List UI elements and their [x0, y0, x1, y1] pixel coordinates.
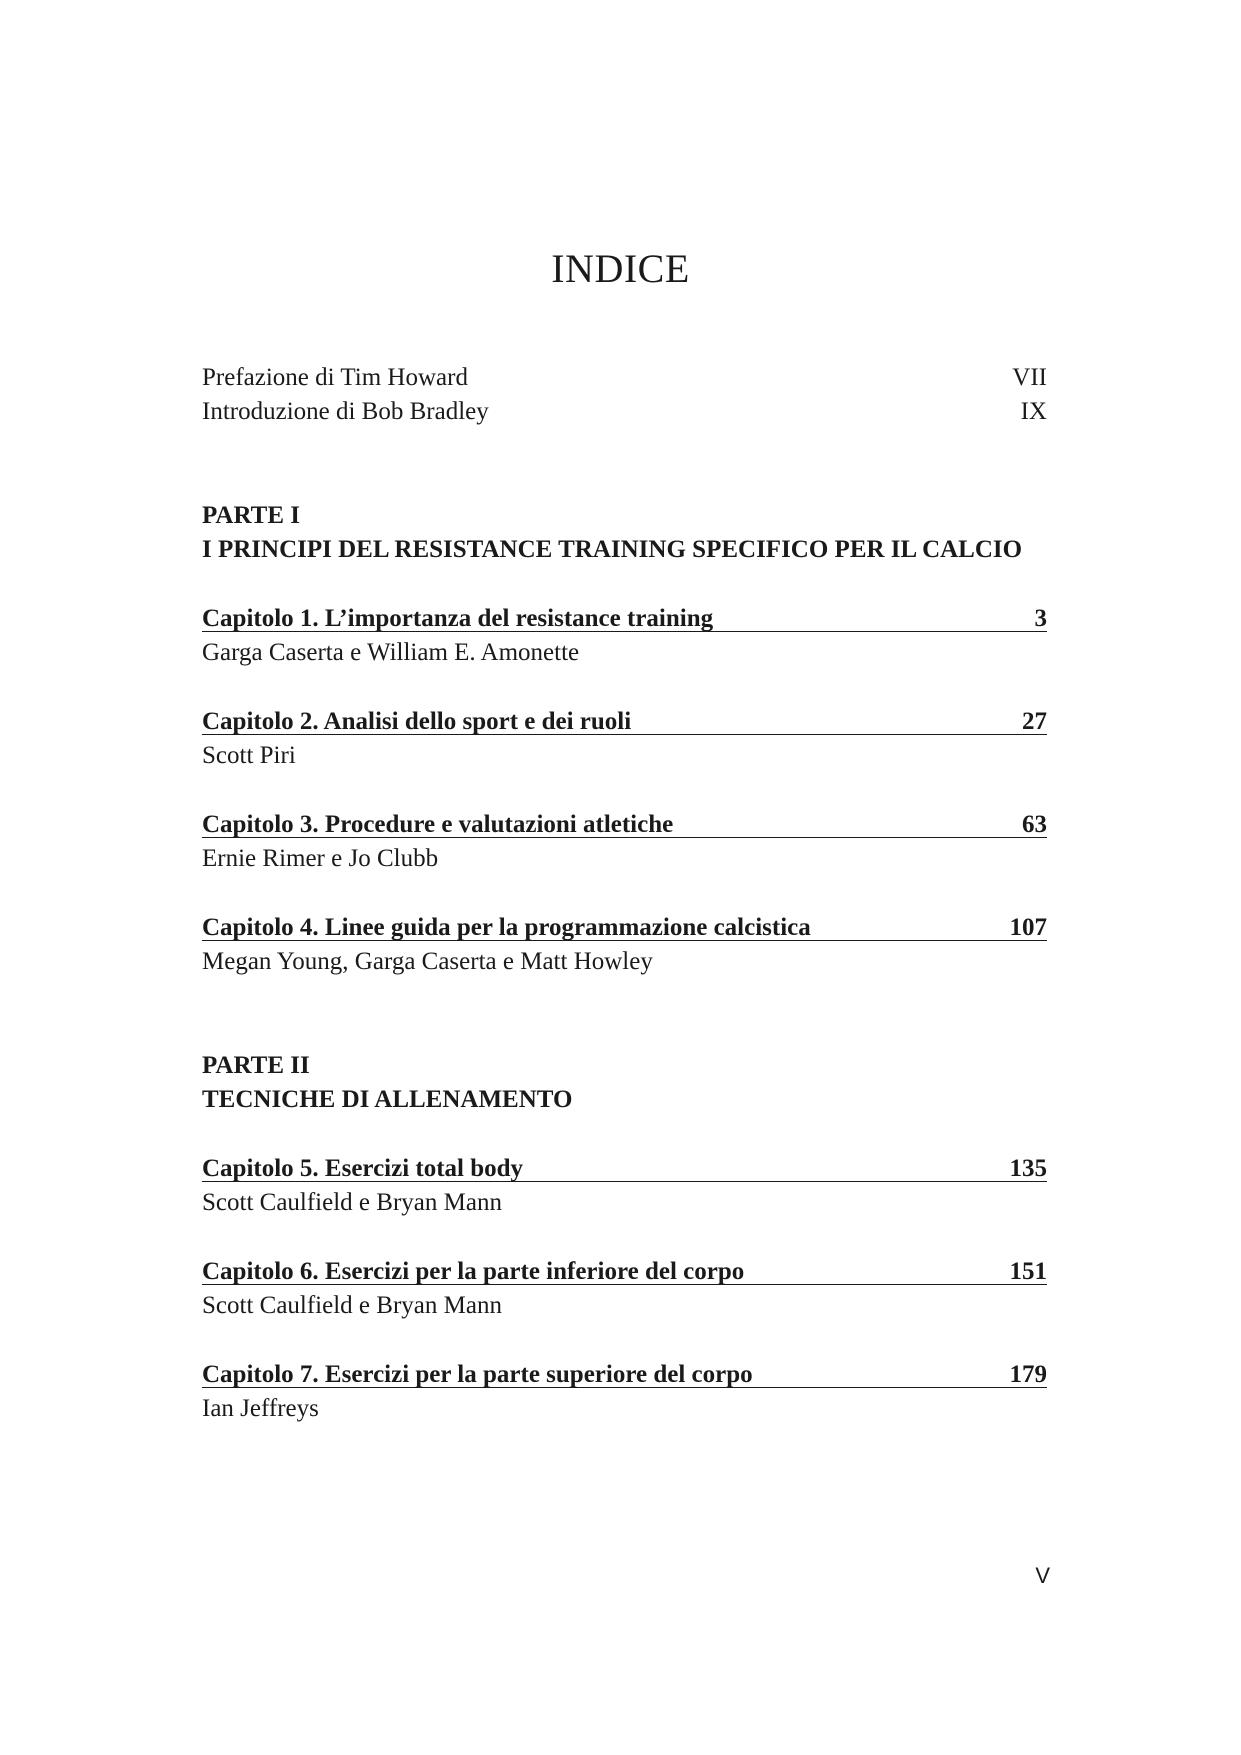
chapter-page: 179 — [1009, 1361, 1047, 1388]
chapter-underline — [202, 837, 1047, 838]
chapter-page: 151 — [1009, 1258, 1047, 1285]
chapter-authors: Scott Caulfield e Bryan Mann — [202, 1189, 502, 1216]
chapter-page: 63 — [1022, 811, 1047, 838]
chapter-underline — [202, 1284, 1047, 1285]
chapter-underline — [202, 940, 1047, 941]
front-matter-page: IX — [1020, 398, 1047, 425]
chapter-entry[interactable] — [202, 1153, 1047, 1185]
part-title: TECNICHE DI ALLENAMENTO — [202, 1086, 573, 1113]
chapter-authors: Ian Jeffreys — [202, 1395, 319, 1422]
chapter-entry[interactable] — [202, 809, 1047, 841]
front-matter-page: VII — [1012, 364, 1047, 391]
chapter-page: 135 — [1009, 1155, 1047, 1182]
part-label: PARTE II — [202, 1052, 310, 1079]
chapter-title: Capitolo 4. Linee guida per la programmazione calcistica — [202, 914, 811, 941]
front-matter-label: Introduzione di Bob Bradley — [202, 398, 489, 425]
chapter-title: Capitolo 3. Procedure e valutazioni atletiche — [202, 811, 674, 838]
chapter-entry[interactable] — [202, 912, 1047, 944]
chapter-title: Capitolo 2. Analisi dello sport e dei ruoli — [202, 708, 632, 735]
chapter-authors: Garga Caserta e William E. Amonette — [202, 639, 580, 666]
chapter-underline — [202, 734, 1047, 735]
chapter-underline — [202, 631, 1047, 632]
chapter-title: Capitolo 1. L’importanza del resistance training — [202, 605, 714, 632]
chapter-underline — [202, 1181, 1047, 1182]
chapter-entry[interactable] — [202, 706, 1047, 738]
chapter-page: 107 — [1009, 914, 1047, 941]
chapter-entry[interactable] — [202, 1256, 1047, 1288]
chapter-underline — [202, 1387, 1047, 1388]
chapter-authors: Ernie Rimer e Jo Clubb — [202, 845, 439, 872]
chapter-page: 3 — [1034, 605, 1047, 632]
chapter-title: Capitolo 5. Esercizi total body — [202, 1155, 524, 1182]
part-title: I PRINCIPI DEL RESISTANCE TRAINING SPECIFICO PER IL CALCIO — [202, 536, 1023, 563]
chapter-entry[interactable] — [202, 603, 1047, 635]
chapter-authors: Megan Young, Garga Caserta e Matt Howley — [202, 948, 653, 975]
chapter-title: Capitolo 6. Esercizi per la parte inferiore del corpo — [202, 1258, 745, 1285]
chapter-authors: Scott Piri — [202, 742, 296, 769]
part-label: PARTE I — [202, 502, 300, 529]
chapter-page: 27 — [1022, 708, 1047, 735]
front-matter-label: Prefazione di Tim Howard — [202, 364, 468, 391]
page-title: INDICE — [551, 245, 690, 291]
page-number: V — [1035, 1563, 1050, 1588]
chapter-title: Capitolo 7. Esercizi per la parte superiore del corpo — [202, 1361, 753, 1388]
chapter-entry[interactable] — [202, 1359, 1047, 1391]
chapter-authors: Scott Caulfield e Bryan Mann — [202, 1292, 502, 1319]
